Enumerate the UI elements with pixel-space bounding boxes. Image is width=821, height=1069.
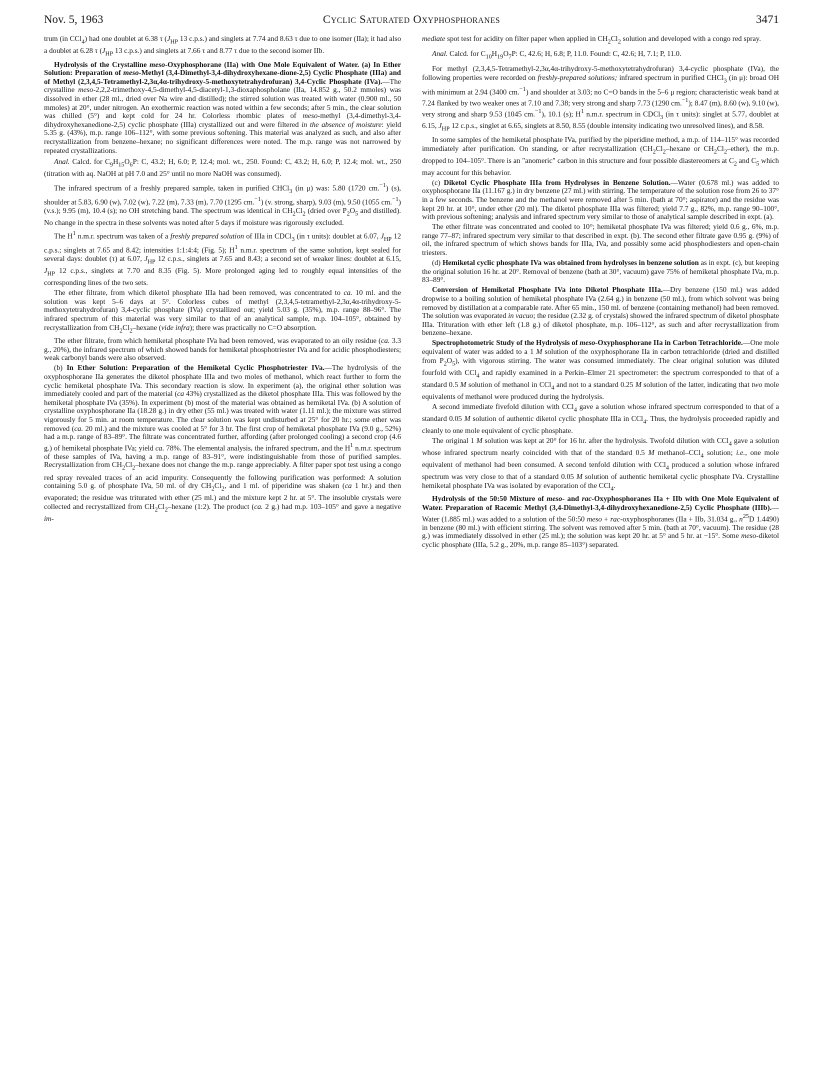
paragraph: (c) Diketol Cyclic Phosphate IIIa from Hydrolyses in Benzene Solution.—Water (0.678 ml.) was added to oxyphosphorane IIa (11.167 g.) in dry benzene (27 ml.) with stirring. The temperature of the solution rose from 26 to 37° in a few seconds. The benzene and the methanol were removed after 5 min. (bath at 70°; aspirator) and the residue was kept 20 hr. at 10°, under ether (20 ml). The diketol phosphate IIIa was filtered; yield 7.7 g., 82%, m.p. range 90–100°, with previous softening; analysis and infrared spectrum very similar to those of analytical sample described in expt. (a). <box>422 177 779 222</box>
right-column <box>422 35 779 1055</box>
paragraph: Conversion of Hemiketal Phosphate IVa into Diketol Phosphate IIIa.—Dry benzene (150 ml.) was added dropwise to a boiling solution of hemiketal phosphate IVa (2.64 g.) in benzene (50 ml.), from which solvent was being removed by distillation at a comparable rate. After 65 min., 150 ml. of benzene (containing methanol) had been removed. The solution was evaporated in vacuo; the residue (2.32 g. of crystals) showed the infrared spectrum of diketol phosphate IIIa. Trituration with ether left (1.8 g.) of diketol phosphate, m.p. 106–112°, as such and after recrystallization from benzene–hexane. <box>422 285 779 338</box>
paragraph: In some samples of the hemiketal phosphate IVa, purified by the piperidine method, a m.p. of 114–115° was recorded immediately after purification. On standing, or after recrystallization ($CH_2Cl_2$–hexane or $CH_2Cl_2-ether$), the m.p. dropped to 104–105°. There is an "anomeric" carbon in this structure and four possible diastereomers at $C_2$ and $C_5$ which may account for this behavior. <box>422 134 779 177</box>
paragraph: (d) Hemiketal cyclic phosphate IVa was obtained from hydrolyses in benzene solution as in expt. (c), but keeping the original solution 16 hr. at 20°. Removal of benzene (bath at 30°, vacuum) gave 75% of hemiketal phosphate IVa, m.p. 83–89°. <box>422 258 779 285</box>
paragraph: For methyl (2,3,4,5-Tetramethyl-2,3α,4α-trihydroxy-5-methoxytetrahydrofuran) 3,4-cyclic phosphate (IVa), the following properties were recorded on freshly-prepared solutions; infrared spectrum in purified CHCl$_3$ (in μ): broad OH with minimum at 2.94 (3400 cm.$^{-1}$) and shoulder at 3.03; no C=O bands in the 5–6 μ region; characteristic weak band at 7.24 flanked by two weaker ones at 7.10 and 7.38; very strong and sharp 7.73 (1290 cm.$^{-1}$); 8.47 (m), 8.60 (w), 9.10 (w), very strong and sharp 9.53 (1045 cm.$^{-1}$), 10.1 (s); $H^1$ n.m.r. spectrum in CDCl$_3$ (in τ units): singlet at 5.77, doublet at 6.15, $J_{HP}$ 12 c.p.s., singlet at 6.65, singlets at 8.50, 8.55 (double intensity indicating two unresolved lines), and 8.58. <box>422 64 779 133</box>
running-header <box>44 14 779 30</box>
paragraph: The $H^1$ n.m.r. spectrum was taken of a freshly prepared solution of IIIa in CDCl$_3$ (in τ units): doublet at 6.07, $J_{HP}$ 12 c.p.s.; singlets at 7.65 and 8.42; intensities 1:1:4:4; (Fig. 5); $H^1$ n.m.r. spectrum of the same solution, kept sealed for several days: doublet (τ) at 6.07, $J_{HP}$ 12 c.p.s., singlets at 7.65 and 8.43; a second set of weaker lines: doublet at 6.15, $J_{HP}$ 12 c.p.s., singlets at 7.70 and 8.35 (Fig. 5). More prolonged aging led to roughly equal intensities of the corresponding lines of the two sets. <box>44 230 401 288</box>
header-title: Cyclic Saturated Oxyphosphoranes <box>322 14 501 26</box>
paragraph: (b) In Ether Solution: Preparation of the Hemiketal Cyclic Phosphotriester IVa.—The hydrolysis of the oxyphosphorane IIa generates the diketol phosphate IIIa and two moles of methanol, which react further to form the cyclic hemiketal phosphate IVa. This secondary reaction is slow. In experiment (a), the original ether solution was immediately cooled and part of the material (ca 43%) crystallized as the diketol phosphate IIIa. This was followed by the hemiketal phosphate IVa (35%). In experiment (b) most of the material was obtained as hemiketal IVa. (b) A solution of crystalline oxyphosphorane IIa (18.28 g.) in dry ether (55 ml.) was treated with water (1.11 ml.); the mixture was stirred vigorously for 5 min. at room temperature. The clear solution was kept undisturbed at 25° for 20 hr.; some ether was removed (ca. 20 ml.) and the mixture was cooled at 5° for 3 hr. The first crop of hemiketal phosphate IVa (9.0 g., 52%) had a m.p. range of 83–89°. The filtrate was concentrated further, affording (after prolonged cooling) a second crop (4.6 g.) of hemiketal phosphate IVa; yield ca. 78%. The elemental analysis, the infrared spectrum, and the $H^1$ n.m.r. spectrum of these samples of IVa, having a m.p. range of 83–91°, were indistinguishable from those of purified samples. Recrystallization from $CH_2Cl_2$–hexane does not change the m.p. range appreciably. A filter paper spot test using a congo red spray revealed traces of an acid impurity. Consequently the following purification was performed: A solution containing 5.0 g. of phosphate IVa, 50 ml. of dry $CH_2Cl_2$, and 1 ml. of piperidine was shaken (ca 1 hr.) and then evaporated; the residue was triturated with ether (25 ml.) and the mixture kept 2 hr. at 5°. The insoluble crystals were collected and recrystallized from $CH_2Cl_2$–hexane (1:2). The product (ca. 2 g.) had m.p. 103–105° and gave a negative im- <box>44 363 401 523</box>
paragraph: The ether filtrate, from which diketol phosphate IIIa had been removed, was concentrated to ca. 10 ml. and the solution was kept 5–6 days at 5°. Colorless cubes of methyl (2,3,4,5-tetramethyl-2,3α,4α-trihydroxy-5-methoxytetrahydrofuran) 3,4-cyclic phosphate (IVa) crystallized out; yield 5.03 g. (35%), m.p. range 88–96°. The infrared spectrum of this material was very similar to that of an analytical sample, m.p. 104–105°, obtained by recrystallization from $CH_2Cl_2$–hexane (vide infra); there was practically no C=O absorption. <box>44 288 401 335</box>
paragraph: Hydrolysis of the Crystalline meso-Oxyphosphorane (IIa) with One Mole Equivalent of Water. (a) In Ether Solution: Preparation of meso-Methyl (3,4-Dimethyl-3,4-dihydroxyhexane-dione-2,5) Cyclic Phosphate (IIIa) and of Methyl (2,3,4,5-Tetramethyl-2,3α,4α-trihydroxy-5-methoxytetrahydrofuran) 3,4-Cyclic Phosphate (IVa).—The crystalline meso-2,2,2-trimethoxy-4,5-dimethyl-4,5-diacetyl-1,3-dioxaphospholane (IIa, 14.852 g., 50.2 mmoles) was dissolved in ether (28 ml., dried over Na wire and distilled); the stirred solution was treated with water (0.900 ml., 50 mmoles) at 20°, under nitrogen. An exothermic reaction was noted within a few seconds; after 5 min., the clear solution was chilled (5°) and kept cold for 24 hr. Colorless rhombic plates of meso-methyl (3,4-dimethyl-3,4-dihydroxyhexanedione-2,5) cyclic phosphate (IIIa) crystallized out and were filtered in the absence of moisture: yield 5.35 g. (43%), m.p. range 106–112°, with some previous softening. This material was analyzed as such, and also after recrystallization from benzene–hexane; no significant differences were noted. The m.p. range was not narrowed by repeated crystallizations. <box>44 59 401 155</box>
paragraph: A second immediate fivefold dilution with CCl$_4$ gave a solution whose infrared spectrum corresponded to that of a standard 0.05 M solution of authentic diketol cyclic phosphate IIIa in CCl$_4$. Thus, the hydrolysis proceeded rapidly and cleanly to one mole equivalent of cyclic phosphate. <box>422 401 779 435</box>
paragraph: The original 1 M solution was kept at 20° for 16 hr. after the hydrolysis. Twofold dilution with CCl$_4$ gave a solution whose infrared spectrum nearly coincided with that of the standard 0.5 M methanol–CCl$_4$ solution; i.e., one mole equivalent of methanol had been consumed. A second tenfold dilution with CCl$_4$ produced a solution whose infrared spectrum was very close to that of a standard 0.05 M solution of authentic hemiketal cyclic phosphate IVa. Crystalline hemiketal phosphate IVa was isolated by evaporation of the CCl$_4$. <box>422 436 779 493</box>
paragraph: The ether filtrate, from which hemiketal phosphate IVa had been removed, was evaporated to an oily residue (ca. 3.3 g., 20%), the infrared spectrum of which showed bands for hemiketal phosphotriester IVa and for acidic phosphodiesters; weak carbonyl bands were also observed. <box>44 336 401 363</box>
paragraph: Anal. Calcd. for $C_9H_{15}O_6P$: C, 43.2; H, 6.0; P, 12.4; mol. wt., 250. Found: C, 43.2; H, 6.0; P, 12.4; mol. wt., 250 (titration with aq. NaOH at pH 7.0 and 25° until no more NaOH was consumed). <box>44 157 401 179</box>
paragraph: trum (in CCl$_4$) had one doublet at 6.38 τ ($J_{HP}$ 13 c.p.s.) and singlets at 7.74 and 8.63 τ due to one isomer (IIa); it had also a doublet at 6.28 τ ($J_{HP}$ 13 c.p.s.) and singlets at 7.66 τ and 8.77 τ due to the second isomer IIb. <box>44 35 401 58</box>
paragraph: The infrared spectrum of a freshly prepared sample, taken in purified CHCl$_3$ (in μ) was: 5.80 (1720 cm.$^{-1}$) (s), shoulder at 5.83, 6.90 (w), 7.02 (w), 7.22 (m), 7.33 (m), 7.70 (1295 cm.$^{-1}$) (v. strong, sharp), 9.03 (m), 9.50 (1055 cm.$^{-1}$) (v.s.); 9.95 (m), 10.4 (s); no OH stretching band. The spectrum was identical in $CH_2Cl_2$ (dried over $P_2O_5$ and distilled). No change in the spectra in these solvents was noted after 5 days if moisture was rigorously excluded. <box>44 182 401 228</box>
paragraph: Anal. Calcd. for $C_{10}H_{19}O_7P$: C, 42.6; H, 6.8; P, 11.0. Found: C, 42.6; H, 7.1; P, 11.0. <box>432 49 682 61</box>
page-number: 3471 <box>756 14 779 26</box>
paragraph: The ether filtrate was concentrated and cooled to 10°; hemiketal phosphate IVa was filtered; yield 0.6 g., 6%, m.p. range 77–87; infrared spectrum very similar to that described in expt. (b). The second ether filtrate gave 0.95 g. (9%) of oil, the infrared spectrum of which shows bands for IIIa, IVa, and possibly some acid phosphodiesters and open-chain triesters. <box>422 222 779 257</box>
left-column <box>44 35 401 1055</box>
header-date: Nov. 5, 1963 <box>44 14 104 26</box>
paragraph: Spectrophotometric Study of the Hydrolysis of meso-Oxyphosphorane IIa in Carbon Tetrachloride.—One mole equivalent of water was added to a 1 M solution of the oxyphosphorane IIa in carbon tetrachloride (dried and distilled from $P_2O_5$), with vigorous stirring. The water was consumed immediately. The clear original solution was diluted fourfold with CCl$_4$ and rapidly examined in a Perkin–Elmer 21 spectrometer: the spectrum corresponded to that of a standard 0.5 M solution of methanol in CCl$_4$ and not to a standard 0.25 M solution of the latter, indicating that two mole equivalents of methanol were produced during the hydrolysis. <box>422 338 779 401</box>
paragraph: Hydrolysis of the 50:50 Mixture of meso- and rac-Oxyphosphoranes IIa + IIb with One Mole Equivalent of Water. Preparation of Racemic Methyl (3,4-Dimethyl-3,4-dihydroxyhexanedione-2,5) Cyclic Phosphate (IIIb).—Water (1.885 ml.) was added to a solution of the 50:50 meso + rac-oxyphosphoranes (IIa + IIb, 31.034 g., $n^{25}D$ 1.4490) in benzene (80 ml.) with efficient stirring. The solvent was removed after 5 min. (bath at 70°, vacuum). The residue (28 g.) was immediately dissolved in ether (25 ml.); the solution was kept 20 hr. at 5° and 5 hr. at −15°. Some meso-diketol cyclic phosphate (IIIa, 5.2 g., 20%, m.p. range 85–103°) separated. <box>422 494 779 549</box>
paragraph: mediate spot test for acidity on filter paper when applied in $CH_2Cl_2$ solution and developed with a congo red spray. <box>422 35 761 46</box>
